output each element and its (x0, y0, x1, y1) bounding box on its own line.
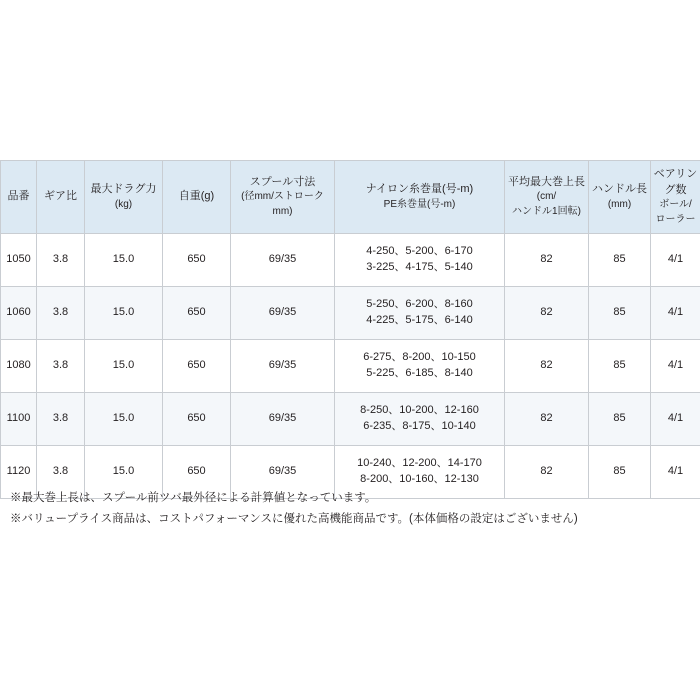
cell-weight: 650 (163, 340, 231, 393)
cell-spool: 69/35 (231, 393, 335, 446)
cell-nylon-capacity: 10-240、12-200、14-170 (357, 457, 482, 470)
table-body (1, 234, 700, 499)
column-header-retrieve-unit-1: (cm/ (536, 191, 557, 203)
cell-max-drag: 15.0 (85, 234, 163, 287)
cell-bearings: 4/1 (651, 340, 700, 393)
cell-line-capacity (335, 287, 505, 340)
cell-bearings: 4/1 (651, 446, 700, 499)
column-header-retrieve-unit-2: ハンドル1回転) (512, 205, 581, 217)
cell-retrieve: 82 (505, 340, 589, 393)
cell-spool: 69/35 (231, 287, 335, 340)
column-header-gear-ratio (37, 161, 85, 234)
column-header-handle-length-label: ハンドル長 (592, 182, 647, 195)
table-row (1, 393, 700, 446)
cell-gear-ratio: 3.8 (37, 234, 85, 287)
column-header-model (1, 161, 37, 234)
cell-bearings: 4/1 (651, 234, 700, 287)
table-header (1, 161, 700, 234)
cell-weight: 650 (163, 393, 231, 446)
cell-max-drag: 15.0 (85, 340, 163, 393)
cell-model: 1100 (1, 393, 37, 446)
cell-nylon-capacity: 6-275、8-200、10-150 (363, 351, 476, 364)
cell-line-capacity (335, 234, 505, 287)
cell-gear-ratio: 3.8 (37, 446, 85, 499)
cell-bearings: 4/1 (651, 287, 700, 340)
cell-pe-capacity: 5-225、6-185、8-140 (366, 367, 473, 379)
cell-model: 1050 (1, 234, 37, 287)
cell-pe-capacity: 3-225、4-175、5-140 (366, 261, 473, 273)
cell-spool: 69/35 (231, 234, 335, 287)
cell-handle-length: 85 (589, 234, 651, 287)
cell-weight: 650 (163, 446, 231, 499)
column-header-retrieve (505, 161, 589, 234)
column-header-pe-label: PE糸巻量(号-m) (383, 198, 456, 210)
table-header-row (1, 161, 700, 234)
cell-line-capacity (335, 393, 505, 446)
cell-handle-length: 85 (589, 287, 651, 340)
cell-retrieve: 82 (505, 446, 589, 499)
cell-line-capacity (335, 340, 505, 393)
column-header-line-capacity (335, 161, 505, 234)
specification-table (0, 160, 700, 499)
cell-handle-length: 85 (589, 446, 651, 499)
cell-nylon-capacity: 5-250、6-200、8-160 (366, 298, 473, 311)
footnote-1: ※最大巻上長は、スプール前ツバ最外径による計算値となっています。 (10, 492, 377, 504)
cell-model: 1120 (1, 446, 37, 499)
column-header-bearings (651, 161, 700, 234)
column-header-model-label: 品番 (7, 190, 30, 203)
column-header-weight (163, 161, 231, 234)
column-header-spool-unit: (径mm/ストロークmm) (241, 191, 324, 217)
table-row (1, 287, 700, 340)
column-header-max-drag-unit: (kg) (114, 198, 133, 210)
cell-nylon-capacity: 8-250、10-200、12-160 (360, 404, 479, 417)
column-header-retrieve-label: 平均最大巻上長 (508, 175, 585, 188)
column-header-max-drag-label: 最大ドラグ力 (90, 182, 157, 195)
column-header-spool (231, 161, 335, 234)
column-header-bearings-sub-2: ローラー (655, 213, 696, 225)
table-row (1, 340, 700, 393)
column-header-handle-length-unit: (mm) (607, 198, 632, 210)
cell-max-drag: 15.0 (85, 287, 163, 340)
column-header-bearings-sub-1: ボール/ (659, 199, 692, 211)
table-row (1, 234, 700, 287)
cell-pe-capacity: 4-225、5-175、6-140 (366, 314, 473, 326)
column-header-max-drag (85, 161, 163, 234)
column-header-nylon-label: ナイロン糸巻量(号-m) (365, 182, 474, 195)
column-header-spool-label: スプール寸法 (249, 175, 316, 188)
cell-model: 1060 (1, 287, 37, 340)
cell-handle-length: 85 (589, 393, 651, 446)
footnote-2: ※バリュープライス商品は、コストパフォーマンスに優れた高機能商品です。(本体価格の設定はございません) (10, 513, 578, 526)
column-header-handle-length (589, 161, 651, 234)
cell-nylon-capacity: 4-250、5-200、6-170 (366, 245, 473, 258)
cell-gear-ratio: 3.8 (37, 393, 85, 446)
cell-gear-ratio: 3.8 (37, 340, 85, 393)
cell-max-drag: 15.0 (85, 393, 163, 446)
column-header-gear-ratio-label: ギア比 (44, 190, 77, 203)
column-header-weight-label: 自重(g) (178, 190, 215, 203)
cell-spool: 69/35 (231, 446, 335, 499)
cell-handle-length: 85 (589, 340, 651, 393)
cell-max-drag: 15.0 (85, 446, 163, 499)
cell-weight: 650 (163, 287, 231, 340)
cell-weight: 650 (163, 234, 231, 287)
column-header-bearings-label: ベアリング数 (653, 167, 698, 196)
cell-pe-capacity: 8-200、10-160、12-130 (360, 473, 479, 485)
cell-gear-ratio: 3.8 (37, 287, 85, 340)
cell-retrieve: 82 (505, 287, 589, 340)
cell-pe-capacity: 6-235、8-175、10-140 (363, 420, 476, 432)
cell-model: 1080 (1, 340, 37, 393)
cell-retrieve: 82 (505, 393, 589, 446)
cell-spool: 69/35 (231, 340, 335, 393)
cell-retrieve: 82 (505, 234, 589, 287)
footnotes (10, 488, 696, 531)
cell-bearings: 4/1 (651, 393, 700, 446)
